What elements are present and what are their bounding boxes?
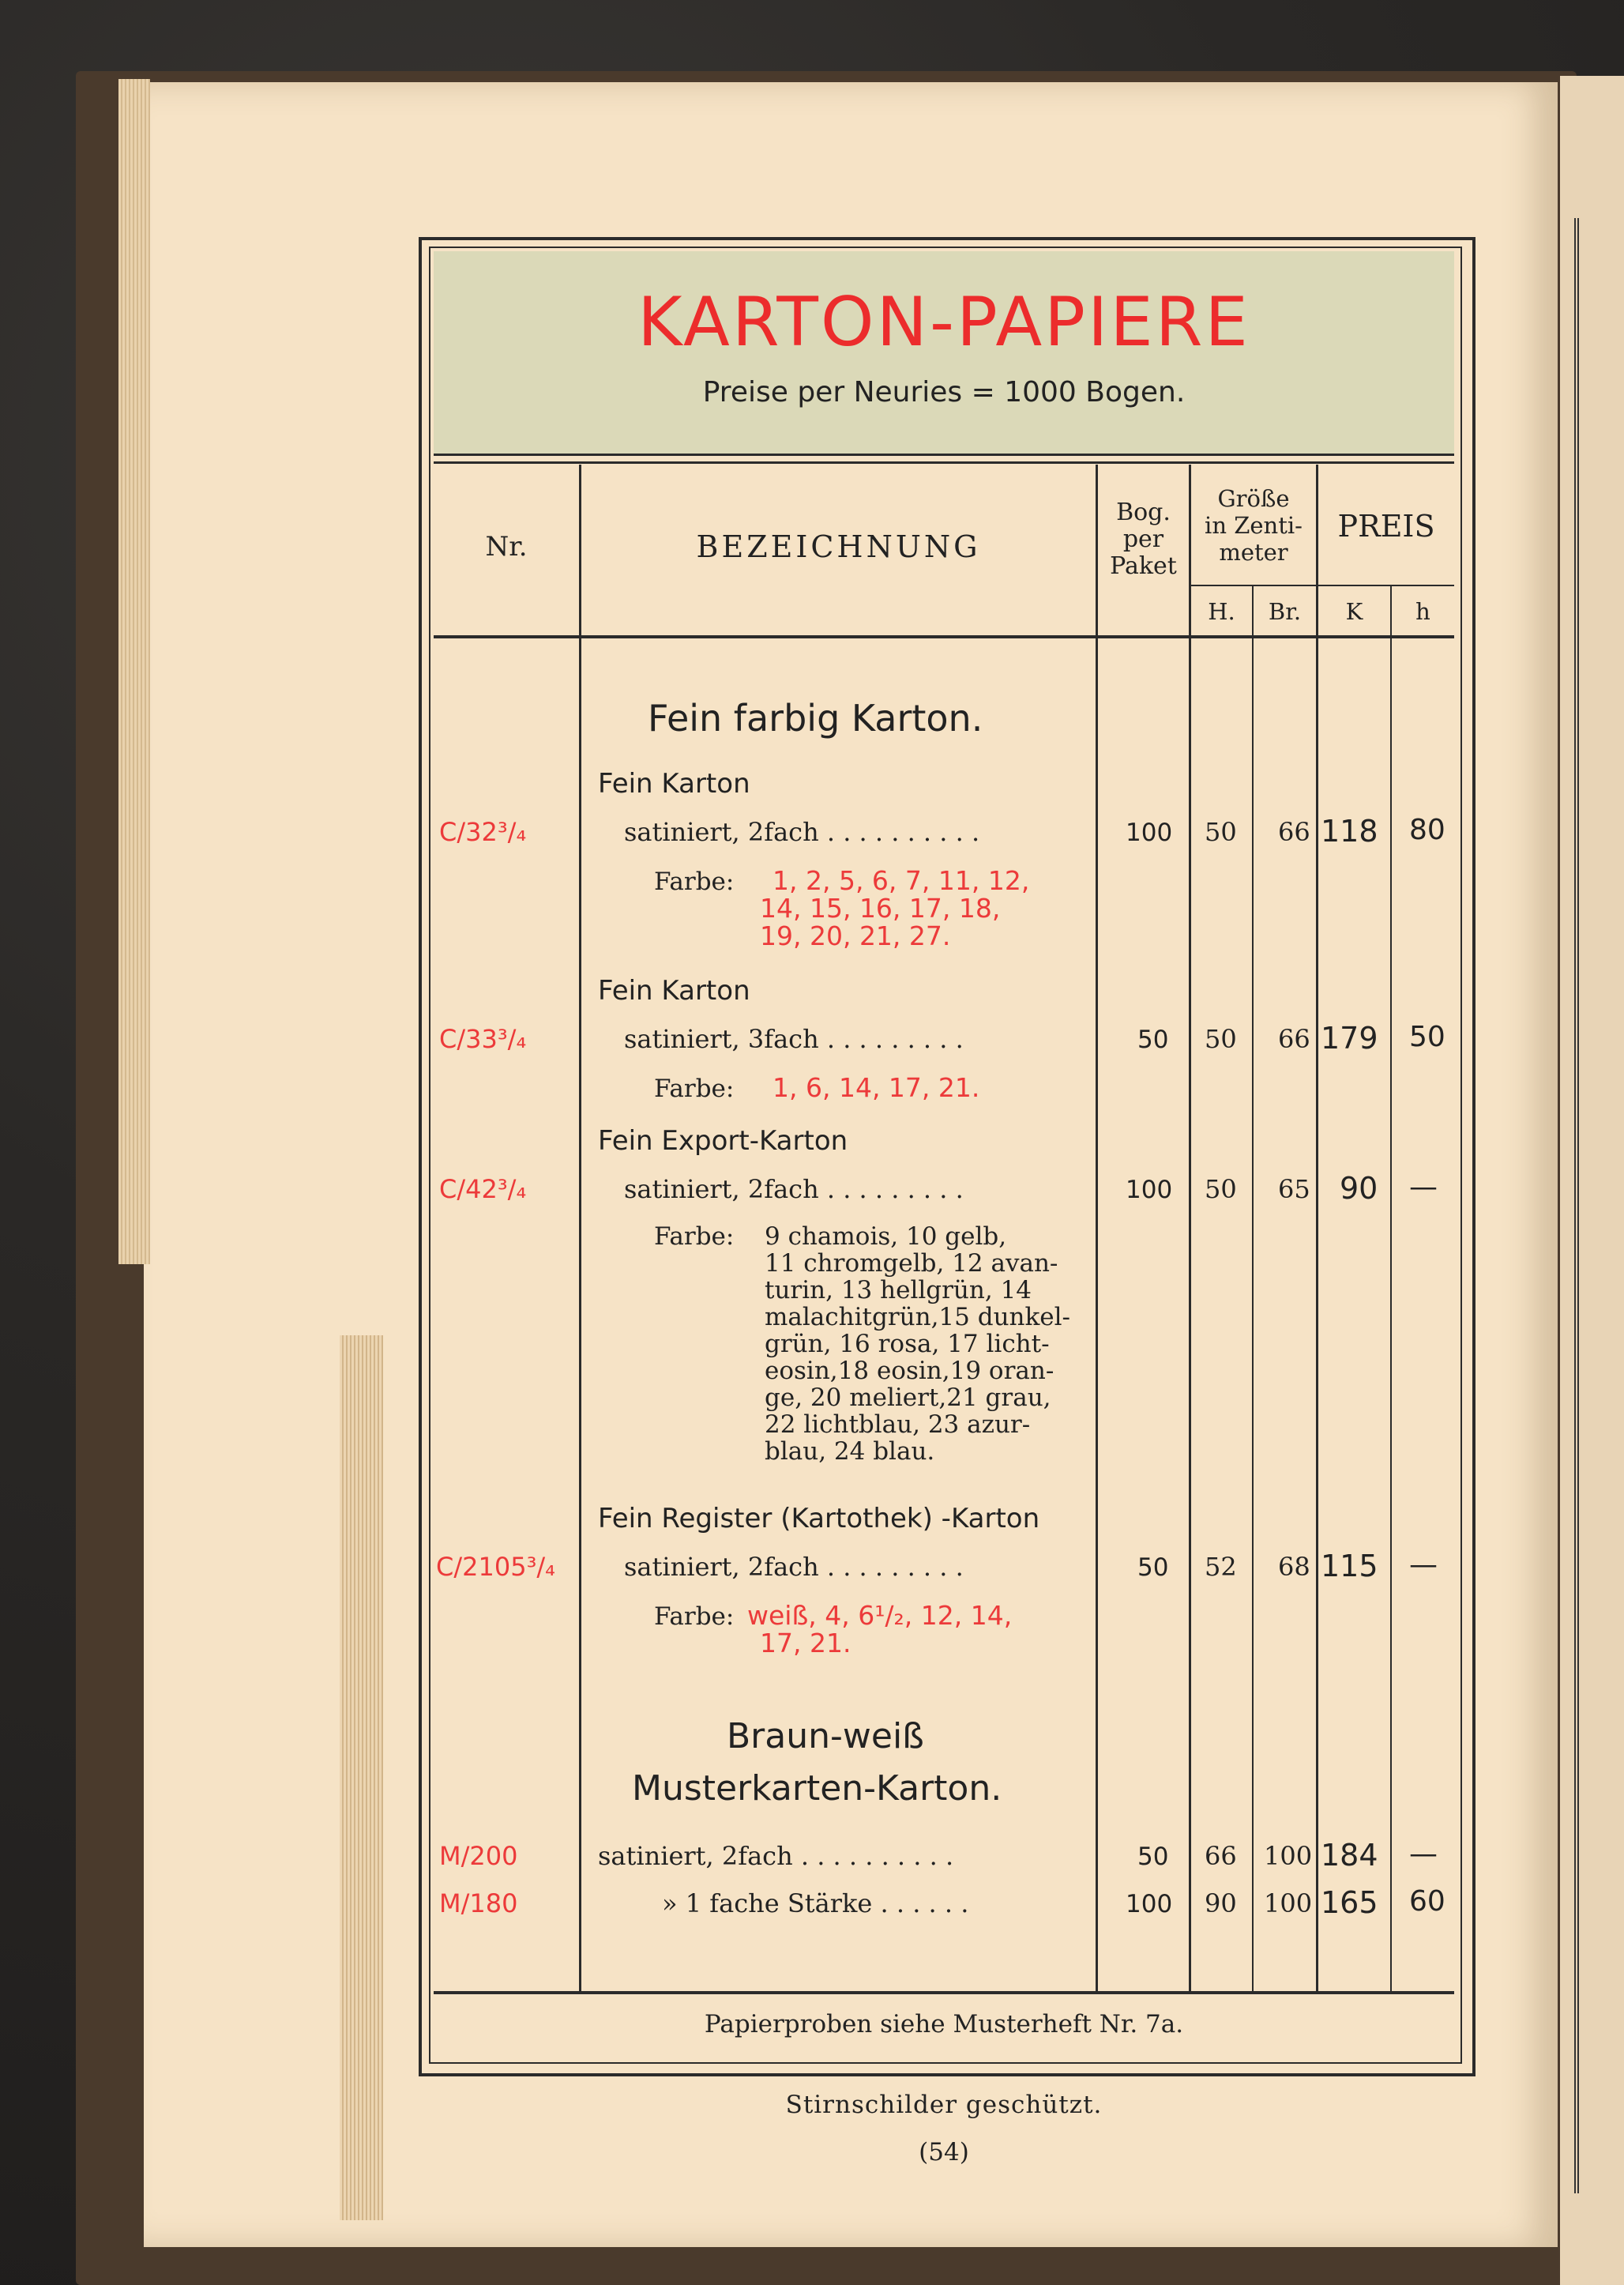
farbe-line: malachitgrün,15 dunkel- bbox=[765, 1303, 1071, 1331]
item-br: 100 bbox=[1264, 1841, 1313, 1871]
item-k: 90 bbox=[1340, 1171, 1378, 1206]
item-desc: satiniert, 2fach . . . . . . . . . . bbox=[624, 817, 980, 847]
col-line-h bbox=[1252, 585, 1254, 1991]
item-bog: 100 bbox=[1126, 1890, 1173, 1918]
item-h: 50 bbox=[1205, 1174, 1237, 1204]
header-bog-3: Paket bbox=[1110, 552, 1177, 580]
header-br: Br. bbox=[1268, 598, 1302, 625]
item-hh: — bbox=[1409, 1171, 1438, 1203]
farbe-line: turin, 13 hellgrün, 14 bbox=[765, 1276, 1032, 1304]
header-groesse bbox=[1191, 485, 1316, 566]
page-edges bbox=[118, 79, 150, 1264]
header-nr: Nr. bbox=[485, 531, 528, 563]
farbe-label: Farbe: bbox=[654, 1075, 735, 1103]
item-bog: 100 bbox=[1126, 819, 1173, 847]
farbe-line: 14, 15, 16, 17, 18, bbox=[760, 893, 1001, 924]
item-br: 66 bbox=[1278, 817, 1310, 847]
item-bog: 50 bbox=[1137, 1843, 1169, 1871]
item-br: 100 bbox=[1264, 1888, 1313, 1918]
item-farbe bbox=[654, 865, 1096, 951]
farbe-line: 22 lichtblau, 23 azur- bbox=[765, 1410, 1031, 1439]
col-line-nr bbox=[579, 465, 581, 1991]
item-hh: 80 bbox=[1409, 814, 1445, 846]
farbe-line: weiß, 4, 6¹/₂, 12, 14, bbox=[747, 1600, 1013, 1631]
item-nr: C/33³/₄ bbox=[439, 1024, 527, 1054]
header-bog bbox=[1098, 499, 1189, 580]
item-h: 50 bbox=[1205, 817, 1237, 847]
farbe-line: 9 chamois, 10 gelb, bbox=[765, 1222, 1007, 1251]
header-groesse-2: in Zenti- bbox=[1205, 512, 1303, 539]
footer-top-line bbox=[434, 1991, 1454, 1994]
farbe-label: Farbe: bbox=[654, 868, 735, 896]
item-nr: C/2105³/₄ bbox=[436, 1552, 555, 1582]
subheader-line-groesse bbox=[1189, 585, 1316, 586]
header-top-line bbox=[434, 461, 1454, 464]
header-preis: PREIS bbox=[1337, 509, 1435, 544]
farbe-line: ge, 20 meliert,21 grau, bbox=[765, 1383, 1051, 1412]
page-footer-note: Stirnschilder geschützt. bbox=[785, 2091, 1103, 2119]
section-heading-fein-farbig: Fein farbig Karton. bbox=[648, 697, 983, 740]
item-h: 52 bbox=[1205, 1552, 1237, 1582]
item-group: Fein Register (Kartothek) -Karton bbox=[598, 1503, 1040, 1534]
item-bog: 50 bbox=[1137, 1026, 1169, 1054]
section-heading-braun-weiss: Braun-weiß bbox=[727, 1716, 924, 1756]
farbe-line: 1, 2, 5, 6, 7, 11, 12, bbox=[773, 865, 1030, 896]
section-heading-musterkarten: Musterkarten-Karton. bbox=[632, 1768, 1002, 1809]
item-desc: satiniert, 2fach . . . . . . . . . . bbox=[598, 1841, 954, 1871]
page-title: KARTON-PAPIERE bbox=[637, 283, 1250, 362]
item-hh: 50 bbox=[1409, 1021, 1445, 1053]
page-edges-lower bbox=[340, 1335, 383, 2220]
header-k: K bbox=[1345, 598, 1363, 625]
item-h: 90 bbox=[1205, 1888, 1237, 1918]
item-group: Fein Export-Karton bbox=[598, 1125, 848, 1157]
item-br: 65 bbox=[1278, 1174, 1310, 1204]
farbe-line: 17, 21. bbox=[760, 1628, 851, 1658]
item-bog: 50 bbox=[1137, 1553, 1169, 1582]
item-group: Fein Karton bbox=[598, 768, 750, 800]
farbe-line: eosin,18 eosin,19 oran- bbox=[765, 1357, 1054, 1385]
header-h: H. bbox=[1208, 598, 1235, 625]
item-desc: satiniert, 2fach . . . . . . . . . bbox=[624, 1552, 964, 1582]
header-bog-2: per bbox=[1122, 525, 1164, 553]
item-bog: 100 bbox=[1126, 1176, 1173, 1204]
item-farbe bbox=[654, 1072, 1096, 1103]
item-k: 165 bbox=[1321, 1885, 1378, 1920]
item-nr: M/180 bbox=[439, 1888, 518, 1918]
item-nr: M/200 bbox=[439, 1841, 518, 1871]
item-k: 118 bbox=[1321, 814, 1378, 849]
item-desc: » 1 fache Stärke . . . . . . bbox=[662, 1888, 969, 1918]
header-bottom-line bbox=[434, 635, 1454, 638]
header-bog-1: Bog. bbox=[1116, 499, 1171, 526]
item-k: 115 bbox=[1321, 1549, 1378, 1583]
item-br: 66 bbox=[1278, 1024, 1310, 1054]
title-box bbox=[434, 251, 1454, 456]
item-h: 50 bbox=[1205, 1024, 1237, 1054]
farbe-line: blau, 24 blau. bbox=[765, 1437, 935, 1466]
farbe-label: Farbe: bbox=[654, 1602, 735, 1631]
item-hh: — bbox=[1409, 1838, 1438, 1870]
page-number: (54) bbox=[919, 2138, 969, 2166]
item-k: 184 bbox=[1321, 1838, 1378, 1873]
col-line-bog bbox=[1189, 465, 1191, 1991]
footer-box-text: Papierproben siehe Musterheft Nr. 7a. bbox=[704, 2010, 1184, 2038]
item-farbe bbox=[654, 1223, 1096, 1465]
farbe-line: grün, 16 rosa, 17 licht- bbox=[765, 1330, 1050, 1358]
subheader-line-preis bbox=[1316, 585, 1454, 586]
farbe-line: 11 chromgelb, 12 avan- bbox=[765, 1249, 1058, 1278]
item-nr: C/42³/₄ bbox=[439, 1174, 527, 1204]
col-line-k bbox=[1390, 585, 1392, 1991]
header-groesse-1: Größe bbox=[1217, 485, 1290, 512]
header-bezeichnung: BEZEICHNUNG bbox=[696, 529, 981, 564]
farbe-line: 19, 20, 21, 27. bbox=[760, 920, 951, 951]
item-desc: satiniert, 3fach . . . . . . . . . bbox=[624, 1024, 964, 1054]
item-desc: satiniert, 2fach . . . . . . . . . bbox=[624, 1174, 964, 1204]
page-subtitle: Preise per Neuries = 1000 Bogen. bbox=[702, 376, 1186, 408]
item-hh: — bbox=[1409, 1549, 1438, 1581]
farbe-line: 1, 6, 14, 17, 21. bbox=[773, 1072, 980, 1103]
header-hh: h bbox=[1415, 598, 1430, 625]
item-k: 179 bbox=[1321, 1021, 1378, 1056]
farbe-label: Farbe: bbox=[654, 1222, 735, 1251]
item-group: Fein Karton bbox=[598, 975, 750, 1007]
item-farbe bbox=[654, 1602, 1096, 1658]
col-line-br bbox=[1316, 465, 1318, 1991]
right-page-edge bbox=[1560, 76, 1624, 2285]
item-br: 68 bbox=[1278, 1552, 1310, 1582]
item-h: 66 bbox=[1205, 1841, 1237, 1871]
header-groesse-3: meter bbox=[1219, 539, 1288, 566]
item-nr: C/32³/₄ bbox=[439, 817, 527, 847]
item-hh: 60 bbox=[1409, 1885, 1445, 1918]
